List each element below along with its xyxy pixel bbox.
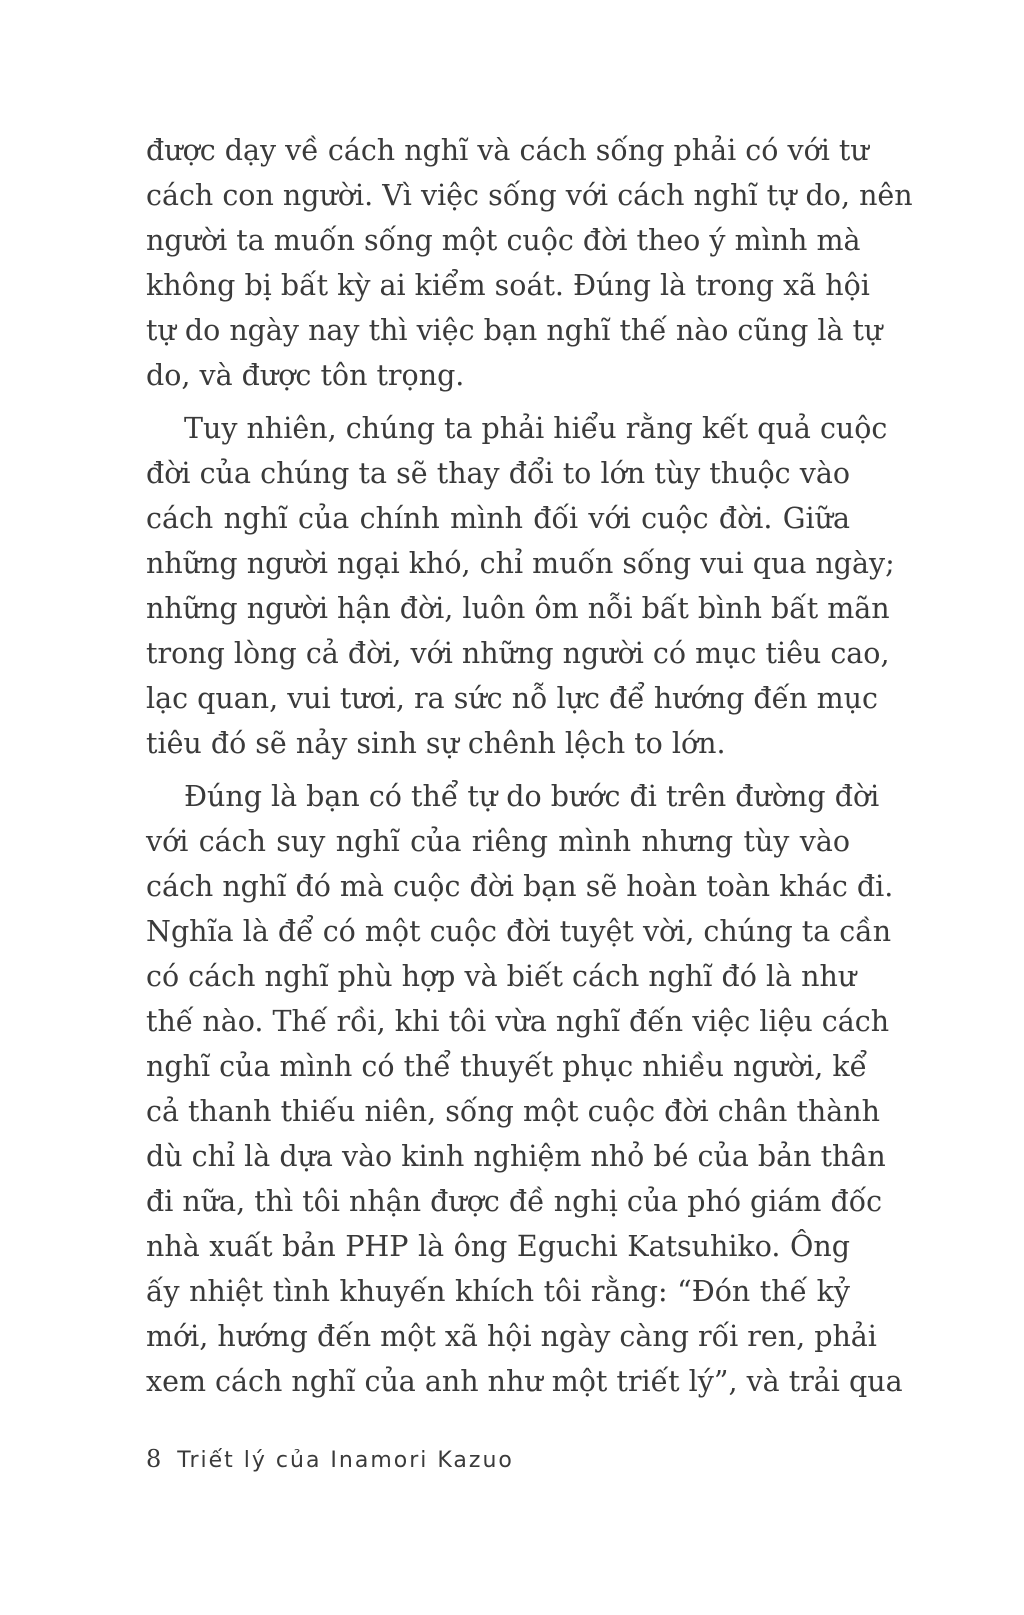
text-line: cách con người. Vì việc sống với cách nghĩ tự do, nên [146,179,913,212]
text-line: tự do ngày nay thì việc bạn nghĩ thế nào cũng là tự [146,314,883,347]
text-line: lạc quan, vui tươi, ra sức nỗ lực để hướng đến mục [146,682,878,715]
body-text [146,128,913,1412]
text-line: trong lòng cả đời, với những người có mục tiêu cao, [146,637,890,670]
text-line: đi nữa, thì tôi nhận được đề nghị của phó giám đốc [146,1185,883,1218]
text-line: tiêu đó sẽ nảy sinh sự chênh lệch to lớn. [146,727,726,760]
running-title: Triết lý của Inamori Kazuo [177,1448,514,1473]
text-line: những người hận đời, luôn ôm nỗi bất bình bất mãn [146,592,890,625]
text-line: người ta muốn sống một cuộc đời theo ý mình mà [146,224,861,257]
text-line: thế nào. Thế rồi, khi tôi vừa nghĩ đến việc liệu cách [146,1005,890,1038]
text-line: Đúng là bạn có thể tự do bước đi trên đường đời [184,780,880,813]
text-line: xem cách nghĩ của anh như một triết lý”, và trải qua [146,1365,903,1398]
text-line: nghĩ của mình có thể thuyết phục nhiều người, kể [146,1050,868,1083]
text-line: đời của chúng ta sẽ thay đổi to lớn tùy thuộc vào [146,457,850,490]
text-line: nhà xuất bản PHP là ông Eguchi Katsuhiko. Ông [146,1230,850,1263]
page-footer [146,1444,514,1476]
text-line: không bị bất kỳ ai kiểm soát. Đúng là trong xã hội [146,269,870,302]
text-line: Tuy nhiên, chúng ta phải hiểu rằng kết quả cuộc [184,412,888,445]
text-line: được dạy về cách nghĩ và cách sống phải có với tư [146,134,869,167]
paragraph-2 [146,406,895,766]
text-line: cách nghĩ đó mà cuộc đời bạn sẽ hoàn toàn khác đi. [146,870,894,903]
text-line: cả thanh thiếu niên, sống một cuộc đời chân thành [146,1095,880,1128]
paragraph-3 [146,774,903,1404]
text-line: dù chỉ là dựa vào kinh nghiệm nhỏ bé của bản thân [146,1140,886,1173]
text-line: những người ngại khó, chỉ muốn sống vui qua ngày; [146,547,895,580]
text-line: có cách nghĩ phù hợp và biết cách nghĩ đó là như [146,960,857,993]
text-line: với cách suy nghĩ của riêng mình nhưng tùy vào [146,825,850,858]
text-line: mới, hướng đến một xã hội ngày càng rối ren, phải [146,1320,877,1353]
page-number: 8 [146,1445,164,1473]
paragraph-1 [146,128,913,398]
text-line: ấy nhiệt tình khuyến khích tôi rằng: “Đón thế kỷ [146,1275,850,1308]
text-line: do, và được tôn trọng. [146,359,465,392]
text-line: Nghĩa là để có một cuộc đời tuyệt vời, chúng ta cần [146,915,892,948]
text-line: cách nghĩ của chính mình đối với cuộc đời. Giữa [146,502,850,535]
